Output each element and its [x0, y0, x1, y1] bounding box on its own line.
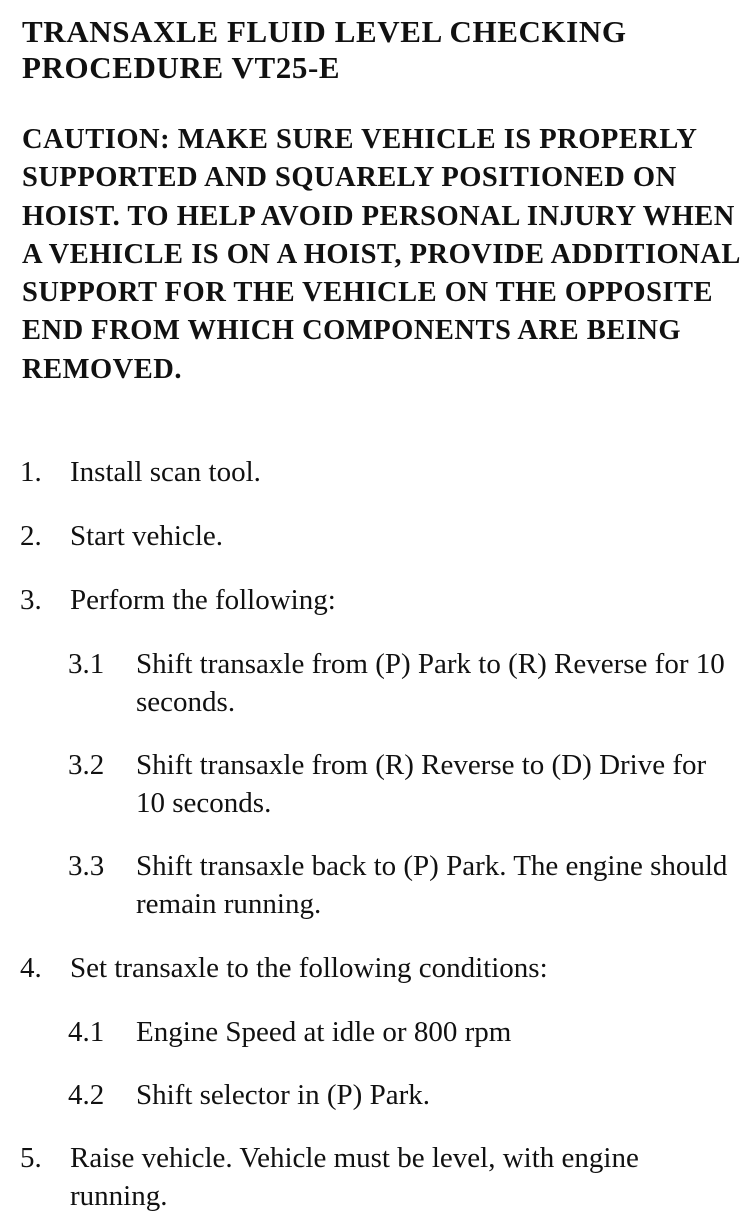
step-number: 1.: [20, 456, 42, 488]
substep-text: Shift transaxle from (R) Reverse to (D) Drive for 10 seconds.: [136, 749, 707, 819]
substep-number: 4.2: [68, 1079, 105, 1111]
step-text: Set transaxle to the following conditions:: [70, 952, 548, 984]
substep-text: Shift selector in (P) Park.: [136, 1079, 430, 1111]
caution-notice: CAUTION: MAKE SURE VEHICLE IS PROPERLY SUPPORTED AND SQUARELY POSITIONED ON HOIST. TO HELP AVOID PERSONAL INJURY WHEN A VEHICLE IS ON A HOIST, PROVIDE ADDITIONAL SUPPORT FOR THE VEHICLE ON THE OPPOSITE END FROM WHICH COMPONENTS ARE BEING REMOVED.: [22, 124, 740, 385]
substep-number: 3.2: [68, 749, 105, 781]
substep-number: 3.3: [68, 850, 105, 882]
step-number: 2.: [20, 520, 42, 552]
step-text: Start vehicle.: [70, 520, 224, 552]
step-number: 4.: [20, 952, 42, 984]
step-text: Install scan tool.: [70, 456, 261, 488]
step-text: Raise vehicle. Vehicle must be level, with engine running.: [70, 1142, 639, 1212]
step-number: 3.: [20, 584, 42, 616]
step-text: Perform the following:: [70, 584, 336, 616]
substep-text: Shift transaxle back to (P) Park. The engine should remain running.: [136, 850, 728, 920]
substep-number: 3.1: [68, 648, 105, 680]
step-number: 5.: [20, 1142, 42, 1174]
procedure-title: TRANSAXLE FLUID LEVEL CHECKING PROCEDURE VT25-E: [22, 14, 627, 85]
substep-text: Engine Speed at idle or 800 rpm: [136, 1016, 512, 1048]
substep-number: 4.1: [68, 1016, 105, 1048]
substep-text: Shift transaxle from (P) Park to (R) Reverse for 10 seconds.: [136, 648, 725, 718]
